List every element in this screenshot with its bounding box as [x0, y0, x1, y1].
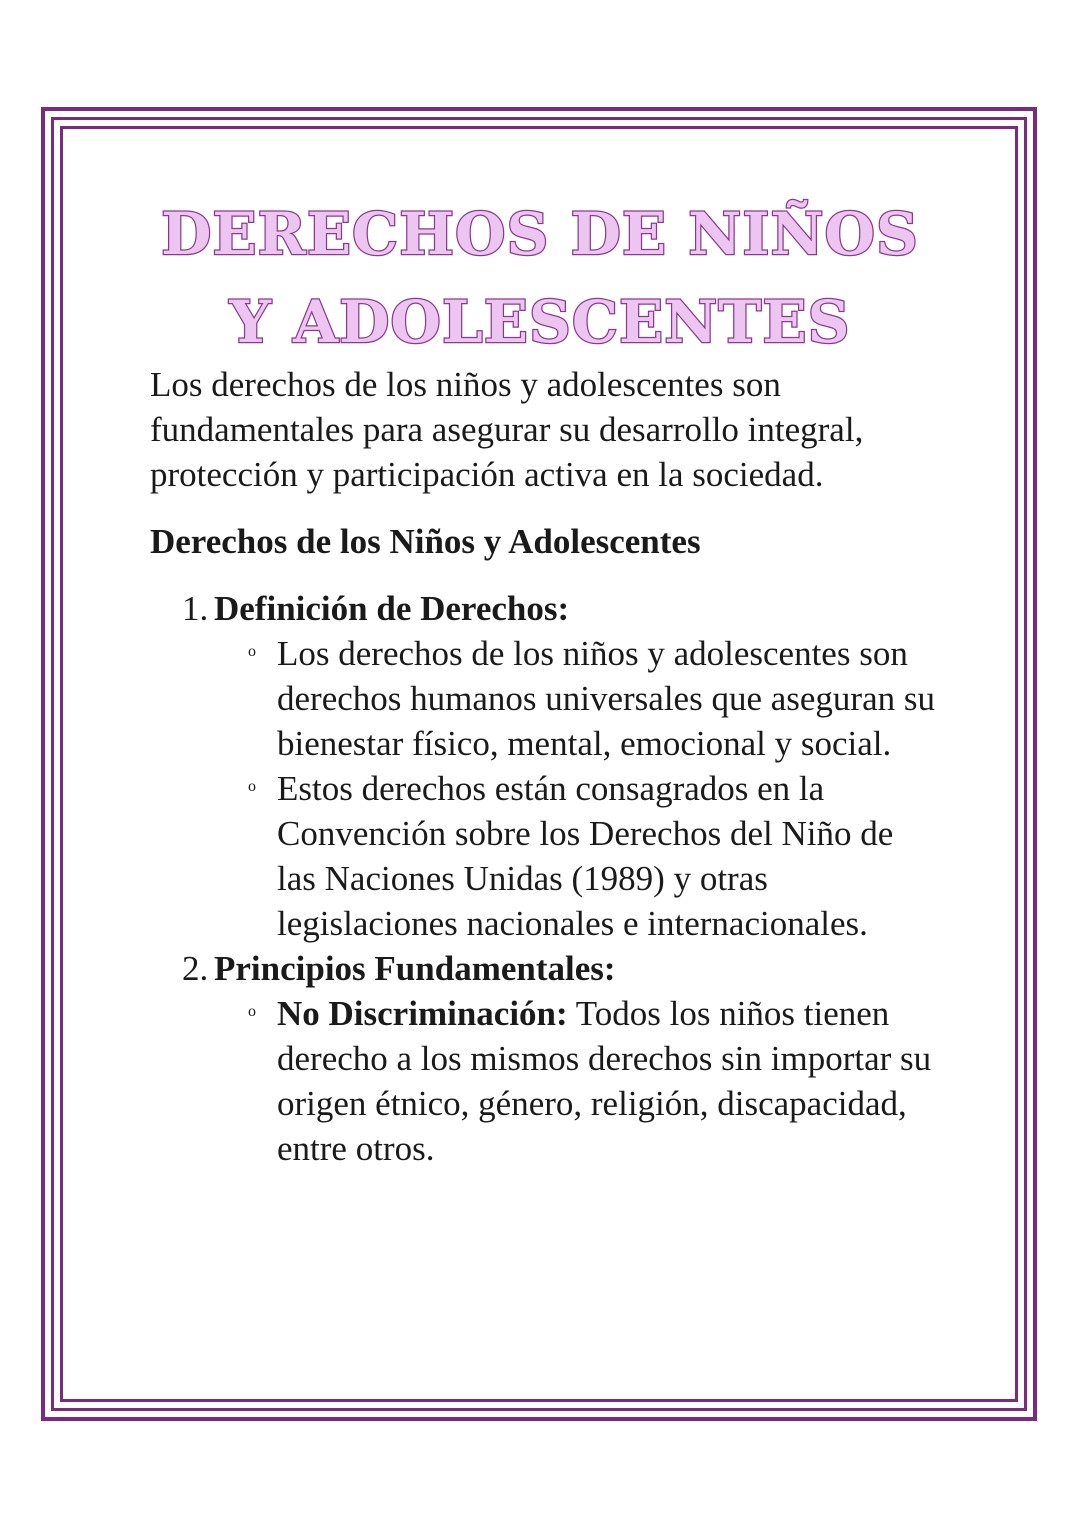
hollow-bullet-icon: o [248, 643, 256, 660]
numbered-item-1 [150, 586, 940, 946]
document-body [150, 362, 940, 1171]
item-heading-text: Definición de Derechos: [214, 589, 570, 628]
section-heading: Derechos de los Niños y Adolescentes [150, 522, 701, 561]
hollow-bullet-icon: o [248, 778, 256, 795]
list-item [150, 766, 940, 946]
page-title [0, 190, 1080, 366]
list-item [150, 631, 940, 766]
item-heading-text: Principios Fundamentales: [214, 949, 616, 988]
hollow-bullet-icon: o [248, 1003, 256, 1020]
page-title-line-1: DERECHOS DE NIÑOS [161, 200, 919, 268]
numbered-item-2 [150, 946, 940, 1171]
item-number: 1. [182, 589, 209, 628]
intro-paragraph: Los derechos de los niños y adolescentes son fundamentales para asegurar su desarrollo integral, protección y participación activa en la sociedad. [150, 365, 864, 494]
numbered-item-heading [150, 946, 940, 991]
numbered-item-heading [150, 586, 940, 631]
item-number: 2. [182, 949, 209, 988]
list-item-lead: No Discriminación: [277, 994, 568, 1033]
page-title-line-2: Y ADOLESCENTES [229, 288, 851, 356]
sub-list [150, 991, 940, 1171]
list-item [150, 991, 940, 1171]
list-item-text: Todos los niños tienen derecho a los mismos derechos sin importar su origen étnico, género, religión, discapacidad, entre otros. [277, 994, 932, 1168]
list-item-text: Estos derechos están consagrados en la Convención sobre los Derechos del Niño de las Naciones Unidas (1989) y otras legislaciones nacionales e internacionales. [277, 769, 894, 943]
list-item-text: Los derechos de los niños y adolescentes son derechos humanos universales que aseguran su bienestar físico, mental, emocional y social. [277, 634, 935, 763]
sub-list [150, 631, 940, 946]
